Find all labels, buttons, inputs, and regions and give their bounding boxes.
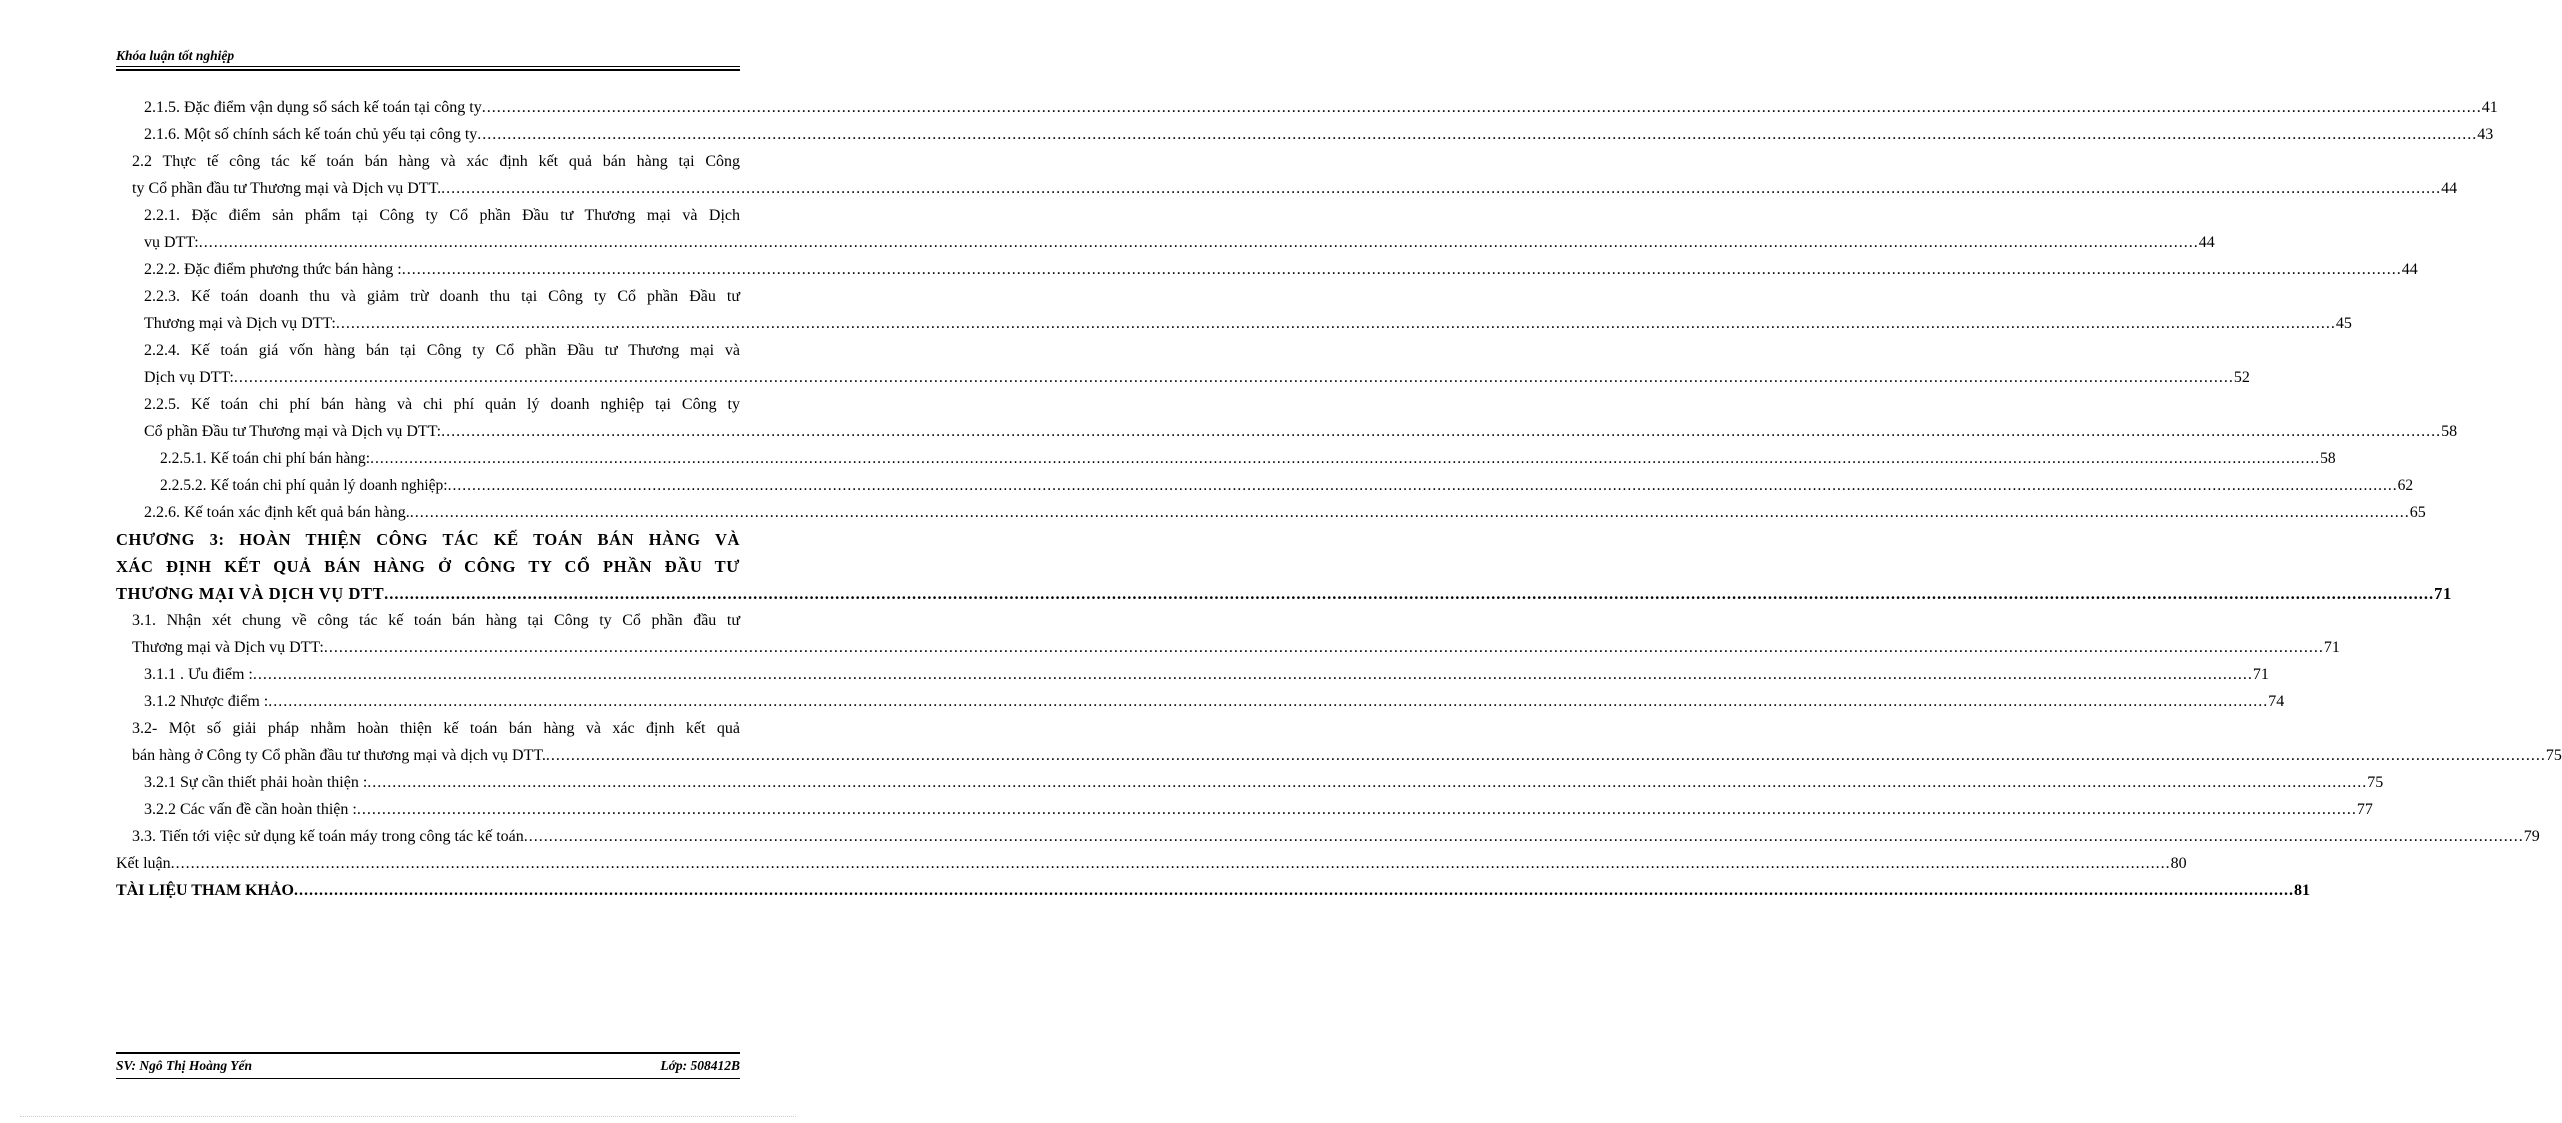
toc-entry-text: vụ DTT:	[144, 234, 199, 251]
toc-page-number: 75	[2367, 774, 2384, 791]
toc-page-number: 71	[2252, 666, 2269, 683]
toc-entry-text: 2.2.2. Đặc điểm phương thức bán hàng :	[144, 261, 402, 278]
toc-dot-leader: ................................................................................................................................................................................................................................................................................................................................................................................................................	[170, 855, 2171, 872]
toc-dot-leader: ................................................................................................................................................................................................................................................................................................................................................................................................................	[447, 477, 2398, 494]
toc-page-number: 52	[2233, 369, 2250, 386]
toc-page-number: 77	[2356, 801, 2373, 818]
toc-entry[interactable]	[116, 445, 2336, 472]
toc-dot-leader: ................................................................................................................................................................................................................................................................................................................................................................................................................	[523, 828, 2524, 845]
toc-entry[interactable]	[116, 688, 2285, 715]
toc-entry[interactable]	[116, 472, 2414, 499]
toc-entry-line: XÁC ĐỊNH KẾT QUẢ BÁN HÀNG Ở CÔNG TY CỔ PHẦN ĐẦU TƯ	[116, 557, 740, 576]
toc-page-number: 62	[2397, 477, 2414, 494]
toc-page-number: 80	[2170, 855, 2187, 872]
toc-page-number: 43	[2477, 126, 2494, 143]
toc-dot-leader: ................................................................................................................................................................................................................................................................................................................................................................................................................	[252, 666, 2253, 683]
toc-dot-leader: ................................................................................................................................................................................................................................................................................................................................................................................................................	[323, 639, 2324, 656]
toc-page-number: 58	[2441, 423, 2458, 440]
toc-entry-text: 2.2.5.2. Kế toán chi phí quản lý doanh nghiệp:	[160, 477, 448, 494]
toc-entry-text: Cổ phần Đầu tư Thương mại và Dịch vụ DTT:	[144, 423, 442, 440]
footer-rule-top	[116, 1052, 740, 1054]
toc-entry[interactable]	[116, 661, 2269, 688]
toc-entry-text: Dịch vụ DTT:	[144, 369, 234, 386]
toc-page-number: 41	[2481, 99, 2498, 116]
toc-dot-leader: ................................................................................................................................................................................................................................................................................................................................................................................................................	[441, 180, 2442, 197]
toc-entry-line: 2.2.1. Đặc điểm sản phẩm tại Công ty Cổ phần Đầu tư Thương mại và Dịch	[144, 207, 740, 224]
toc-dot-leader: ................................................................................................................................................................................................................................................................................................................................................................................................................	[370, 450, 2321, 467]
toc-dot-leader: ................................................................................................................................................................................................................................................................................................................................................................................................................	[356, 801, 2357, 818]
toc-entry[interactable]	[116, 175, 2458, 202]
toc-entry[interactable]	[116, 94, 2498, 121]
toc-dot-leader: ................................................................................................................................................................................................................................................................................................................................................................................................................	[409, 504, 2410, 521]
toc-page-number: 65	[2409, 504, 2426, 521]
footer-class: Lớp: 508412B	[660, 1058, 740, 1073]
toc-entry-line: 2.2.5. Kế toán chi phí bán hàng và chi phí quản lý doanh nghiệp tại Công ty	[144, 396, 740, 413]
toc-entry-text: Thương mại và Dịch vụ DTT:	[132, 639, 324, 656]
toc-page-number: 71	[2323, 639, 2340, 656]
toc-entry-text: 3.2.2 Các vấn đề cần hoàn thiện :	[144, 801, 357, 818]
toc-entry[interactable]	[116, 229, 2215, 256]
toc-dot-leader: ................................................................................................................................................................................................................................................................................................................................................................................................................	[441, 423, 2442, 440]
toc-dot-leader: ................................................................................................................................................................................................................................................................................................................................................................................................................	[477, 126, 2478, 143]
toc-entry[interactable]	[116, 499, 2426, 526]
toc-page-number: 45	[2335, 315, 2352, 332]
toc-dot-leader: ................................................................................................................................................................................................................................................................................................................................................................................................................	[367, 774, 2368, 791]
footer-rule-bottom	[116, 1078, 740, 1079]
toc-dot-leader: ................................................................................................................................................................................................................................................................................................................................................................................................................	[335, 315, 2336, 332]
header-rule-bottom	[116, 69, 740, 71]
toc-page-number: 44	[2401, 261, 2418, 278]
toc-entry[interactable]	[116, 877, 2310, 904]
toc-entry[interactable]	[116, 769, 2384, 796]
toc-entry-line: 2.2 Thực tế công tác kế toán bán hàng và xác định kết quả bán hàng tại Công	[132, 153, 740, 170]
toc-entry-line: 3.2- Một số giải pháp nhằm hoàn thiện kế toán bán hàng và xác định kết quả	[132, 720, 740, 737]
toc-entry[interactable]	[116, 742, 2562, 769]
toc-dot-leader: ................................................................................................................................................................................................................................................................................................................................................................................................................	[293, 882, 2294, 899]
toc-entry-text: THƯƠNG MẠI VÀ DỊCH VỤ DTT	[116, 584, 385, 603]
page-header-title: Khóa luận tốt nghiệp	[116, 48, 235, 63]
toc-entry[interactable]	[116, 796, 2373, 823]
toc-entry[interactable]	[116, 418, 2458, 445]
toc-entry[interactable]	[116, 634, 2340, 661]
toc-entry-text: bán hàng ở Công ty Cổ phần đầu tư thương mại và dịch vụ DTT.	[132, 747, 546, 764]
toc-page-number: 75	[2545, 747, 2562, 764]
toc-entry-text: 3.1.2 Nhược điểm :	[144, 693, 269, 710]
toc-entry[interactable]	[116, 580, 2452, 607]
toc-page-number: 81	[2293, 882, 2310, 899]
toc-entry[interactable]	[116, 121, 2494, 148]
toc-entry[interactable]	[116, 310, 2352, 337]
toc-page-number: 74	[2268, 693, 2285, 710]
toc-dot-leader: ................................................................................................................................................................................................................................................................................................................................................................................................................	[268, 693, 2269, 710]
toc-page-number: 71	[2434, 584, 2452, 603]
toc-entry-text: 2.1.5. Đặc điểm vận dụng sổ sách kế toán tại công ty	[144, 99, 482, 116]
toc-dot-leader: ................................................................................................................................................................................................................................................................................................................................................................................................................	[233, 369, 2234, 386]
footer-student: SV: Ngô Thị Hoàng Yến	[116, 1058, 253, 1073]
page-edge-dots	[20, 1116, 796, 1117]
table-of-contents	[116, 94, 2562, 904]
toc-entry-text: 2.1.6. Một số chính sách kế toán chủ yếu tại công ty	[144, 126, 478, 143]
toc-entry-text: 2.2.6. Kế toán xác định kết quả bán hàng.	[144, 504, 410, 521]
toc-entry[interactable]	[116, 850, 2187, 877]
toc-entry-text: Kết luận	[116, 855, 171, 872]
toc-entry-line: 2.2.4. Kế toán giá vốn hàng bán tại Công ty Cổ phần Đầu tư Thương mại và	[144, 342, 740, 359]
toc-entry[interactable]	[116, 256, 2418, 283]
toc-entry-line: CHƯƠNG 3: HOÀN THIỆN CÔNG TÁC KẾ TOÁN BÁN HÀNG VÀ	[116, 530, 740, 549]
toc-entry-text: Thương mại và Dịch vụ DTT:	[144, 315, 336, 332]
toc-dot-leader: ................................................................................................................................................................................................................................................................................................................................................................................................................	[401, 261, 2402, 278]
toc-entry-text: 3.1.1 . Ưu điểm :	[144, 666, 253, 683]
toc-entry-line: 3.1. Nhận xét chung về công tác kế toán bán hàng tại Công ty Cổ phần đầu tư	[132, 612, 740, 629]
toc-entry-text: ty Cổ phần đầu tư Thương mại và Dịch vụ DTT.	[132, 180, 442, 197]
toc-entry[interactable]	[116, 364, 2250, 391]
toc-page-number: 58	[2320, 450, 2336, 467]
toc-page-number: 44	[2198, 234, 2215, 251]
toc-entry-text: 3.3. Tiến tới việc sử dụng kế toán máy trong công tác kế toán	[132, 828, 524, 845]
toc-page-number: 44	[2441, 180, 2458, 197]
toc-dot-leader: ................................................................................................................................................................................................................................................................................................................................................................................................................	[545, 747, 2546, 764]
toc-dot-leader: ................................................................................................................................................................................................................................................................................................................................................................................................................	[198, 234, 2199, 251]
toc-entry[interactable]	[116, 823, 2540, 850]
toc-entry-text: 3.2.1 Sự cần thiết phải hoàn thiện :	[144, 774, 368, 791]
toc-dot-leader: ................................................................................................................................................................................................................................................................................................................................................................................................................	[384, 584, 2435, 603]
toc-entry-text: TÀI LIỆU THAM KHẢO	[116, 882, 294, 899]
toc-entry-text: 2.2.5.1. Kế toán chi phí bán hàng:	[160, 450, 371, 467]
toc-page-number: 79	[2523, 828, 2540, 845]
header-rule-top	[116, 66, 740, 67]
toc-entry-line: 2.2.3. Kế toán doanh thu và giảm trừ doanh thu tại Công ty Cổ phần Đầu tư	[144, 288, 740, 305]
toc-dot-leader: ................................................................................................................................................................................................................................................................................................................................................................................................................	[481, 99, 2482, 116]
